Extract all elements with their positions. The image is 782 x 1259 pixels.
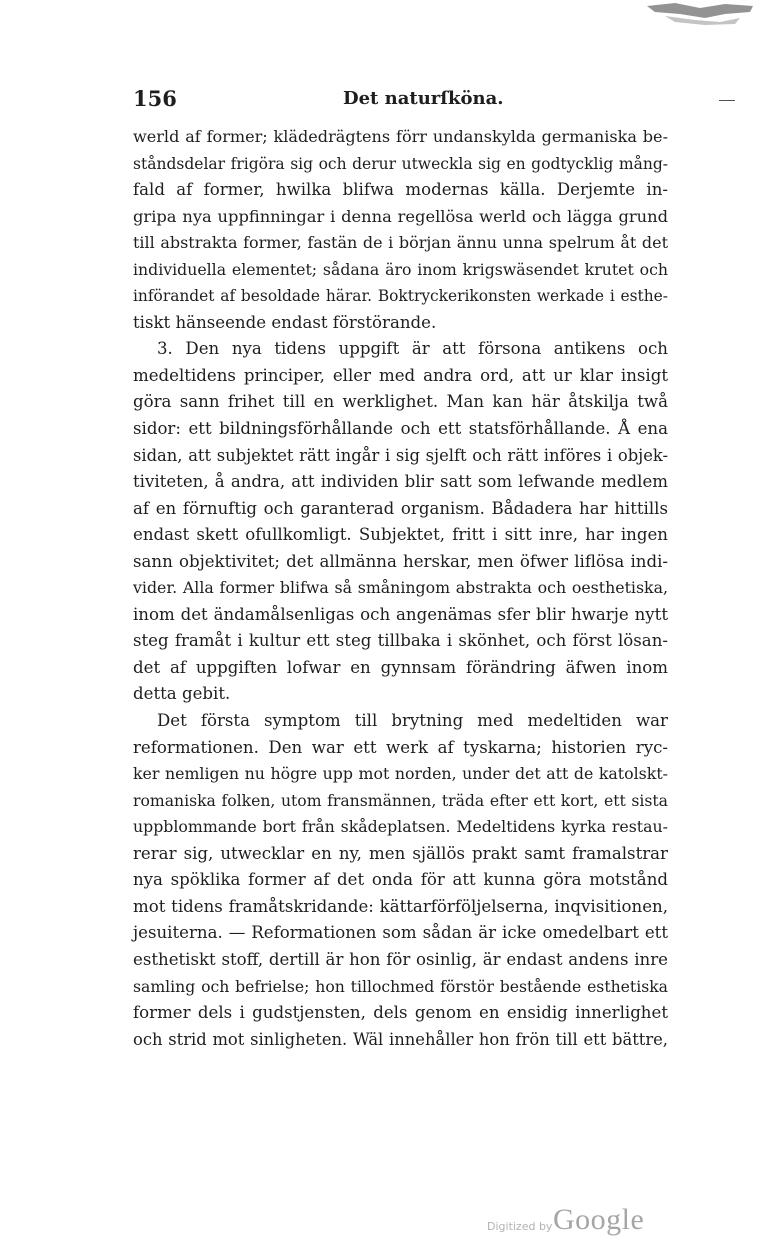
text-line: sidor: ett bildningsförhållande och ett statsförhållande. Å ena <box>133 419 668 439</box>
text-line: sidan, att subjektet rätt ingår i sig sjelft och rätt införes i objek- <box>133 445 668 465</box>
text-line: samling och befrielse; hon tillochmed förstör bestående esthetiska <box>133 976 668 996</box>
text-line: individuella elementet; sådana äro inom krigswäsendet krutet och <box>133 259 668 279</box>
digitized-by-watermark <box>487 1203 657 1243</box>
text-line: och strid mot sinligheten. Wäl innehåller hon frön till ett bättre, <box>133 1029 668 1049</box>
page-header <box>133 86 668 116</box>
text-line: esthetiskt stoff, dertill är hon för osinlig, är endast andens inre <box>133 949 668 969</box>
text-line: tiskt hänseende endast förstörande. <box>133 312 437 332</box>
text-line: tiviteten, å andra, att individen blir satt som lefwande medlem <box>133 472 668 492</box>
text-line: ståndsdelar frigöra sig och derur utweckla sig en godtycklig mång- <box>133 154 668 173</box>
text-line: till abstrakta former, fastän de i början ännu unna spelrum åt det <box>133 233 668 253</box>
digitized-by-label: Digitized by <box>487 1220 553 1233</box>
text-line: ker nemligen nu högre upp mot norden, under det att de katolskt- <box>133 764 668 784</box>
text-line: af en förnuftig och garanterad organism. Bådadera har hittills <box>133 498 668 518</box>
text-line: inom det ändamålsenligas och angenämas sfer blir hwarje nytt <box>133 604 668 624</box>
scan-artifact <box>645 0 755 26</box>
margin-dash <box>719 100 735 101</box>
text-line: 3. Den nya tidens uppgift är att försona antikens och <box>157 339 668 359</box>
text-line: nya spöklika former af det onda för att kunna göra motstånd <box>133 870 668 890</box>
text-line: endast skett ofullkomligt. Subjektet, fritt i sitt inre, har ingen <box>133 525 668 545</box>
google-logo: Google <box>553 1203 645 1236</box>
text-line: mot tidens framåtskridande: kättarförföljelserna, inqvisitionen, <box>133 896 668 916</box>
text-line: detta gebit. <box>133 684 231 704</box>
text-line: sann objektivitet; det allmänna herskar, men öfwer liflösa indi- <box>133 551 668 571</box>
text-line: jesuiterna. — Reformationen som sådan är icke omedelbart ett <box>133 923 668 943</box>
text-line: det af uppgiften lofwar en gynnsam förändring äfwen inom <box>133 657 668 677</box>
text-line: romaniska folken, utom fransmännen, träda efter ett kort, ett sista <box>133 790 668 810</box>
text-line: werld af former; klädedrägtens förr undanskylda germaniska be- <box>133 127 668 146</box>
page-number: 156 <box>133 86 177 111</box>
running-head: Det naturſköna. <box>343 88 504 109</box>
text-line: gripa nya uppfinningar i denna regellösa werld och lägga grund <box>133 206 668 226</box>
text-line: rerar sig, utwecklar en ny, men själlös prakt samt framalstrar <box>133 843 668 863</box>
body-text <box>133 124 668 1053</box>
text-line: göra sann frihet till en werklighet. Man kan här åtskilja twå <box>133 392 668 412</box>
text-line: medeltidens principer, eller med andra ord, att ur klar insigt <box>133 365 668 385</box>
text-line: uppblommande bort från skådeplatsen. Medeltidens kyrka restau- <box>133 817 668 837</box>
text-line: steg framåt i kultur ett steg tillbaka i skönhet, och först lösan- <box>133 631 668 651</box>
text-line: införandet af besoldade härar. Boktryckerikonsten werkade i esthe- <box>133 287 668 306</box>
text-line: vider. Alla former blifwa så småningom abstrakta och oesthetiska, <box>133 578 668 598</box>
text-line: former dels i gudstjensten, dels genom en ensidig innerlighet <box>133 1003 668 1023</box>
text-line: Det första symptom till brytning med medeltiden war <box>157 711 668 731</box>
text-line: fald af former, hwilka blifwa modernas källa. Derjemte in- <box>133 180 668 200</box>
text-line: reformationen. Den war ett werk af tyskarna; historien ryc- <box>133 737 668 757</box>
